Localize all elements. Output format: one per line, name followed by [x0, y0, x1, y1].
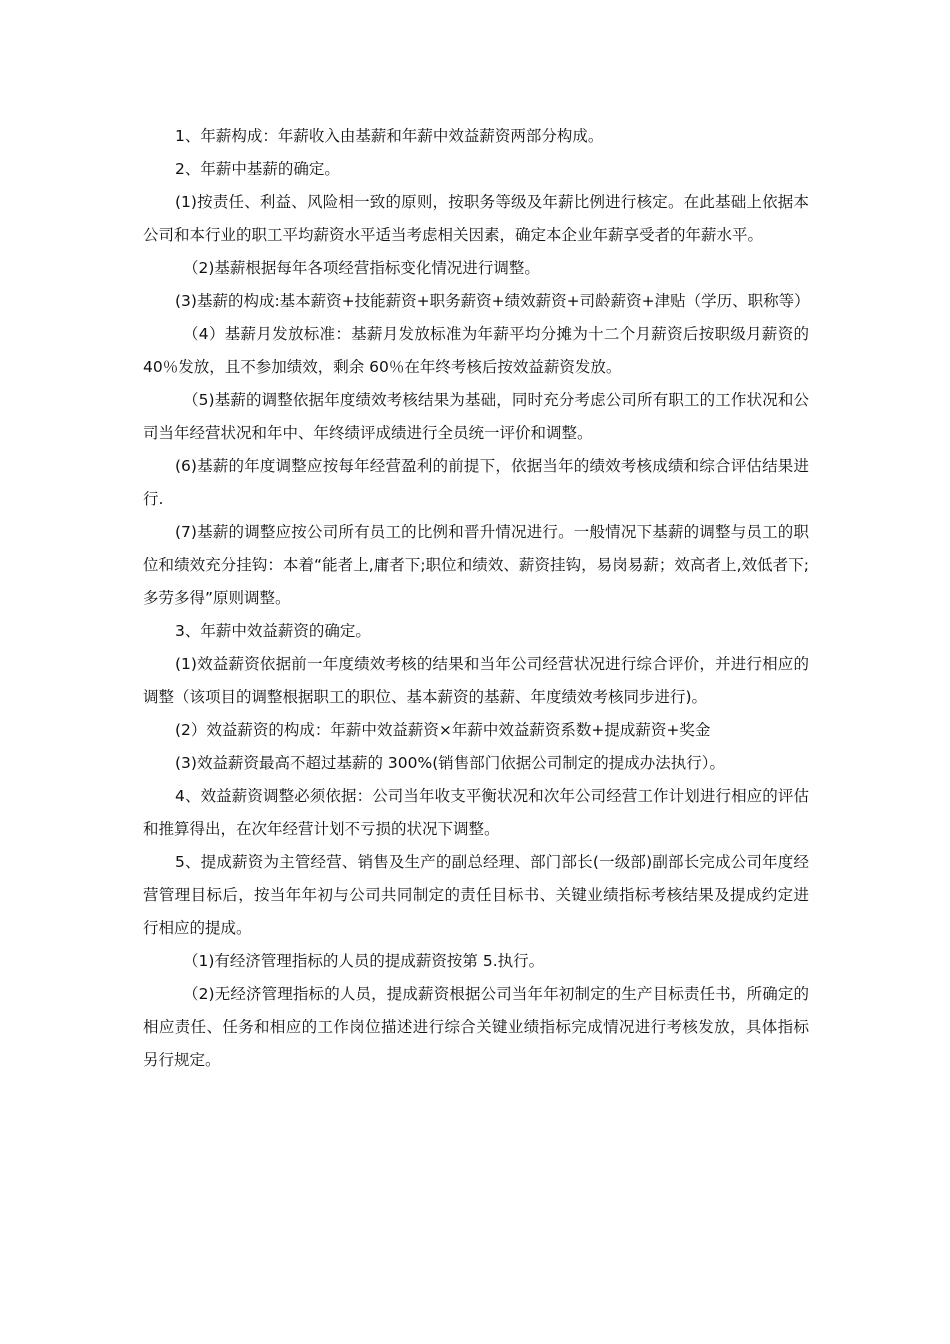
paragraph-8: (6)基薪的年度调整应按每年经营盈利的前提下，依据当年的绩效考核成绩和综合评估结果进行. — [143, 457, 809, 508]
paragraph-3: (1)按责任、利益、风险相一致的原则，按职务等级及年薪比例进行核定。在此基础上依据本公司和本行业的职工平均薪资水平适当考虑相关因素，确定本企业年薪享受者的年薪水平。 — [143, 193, 809, 244]
document-body — [143, 120, 809, 1077]
paragraph-10: 3、年薪中效益薪资的确定。 — [175, 622, 371, 640]
paragraph-11: (1)效益薪资依据前一年度绩效考核的结果和当年公司经营状况进行综合评价，并进行相应的调整（该项目的调整根据职工的职位、基本薪资的基薪、年度绩效考核同步进行)。 — [143, 655, 809, 706]
paragraph-17: （2)无经济管理指标的人员，提成薪资根据公司当年年初制定的生产目标责任书，所确定的相应责任、任务和相应的工作岗位描述进行综合关键业绩指标完成情况进行考核发放，具体指标另行规定。 — [143, 985, 809, 1069]
paragraph-13: (3)效益薪资最高不超过基薪的 300%(销售部门依据公司制定的提成办法执行）。 — [175, 754, 725, 772]
paragraph-2: 2、年薪中基薪的确定。 — [175, 160, 340, 178]
paragraph-16: （1)有经济管理指标的人员的提成薪资按第 5.执行。 — [183, 952, 545, 970]
paragraph-4: （2)基薪根据每年各项经营指标变化情况进行调整。 — [183, 259, 540, 277]
paragraph-6: （4）基薪月发放标准：基薪月发放标准为年薪平均分摊为十二个月薪资后按职级月薪资的 40％发放，且不参加绩效，剩余 60％在年终考核后按效益薪资发放。 — [143, 325, 809, 376]
paragraph-1: 1、年薪构成：年薪收入由基薪和年薪中效益薪资两部分构成。 — [175, 127, 604, 145]
paragraph-15: 5、提成薪资为主管经营、销售及生产的副总经理、部门部长(一级部)副部长完成公司年度经营管理目标后，按当年年初与公司共同制定的责任目标书、关键业绩指标考核结果及提成约定进行相应的提成。 — [143, 853, 809, 937]
paragraph-14: 4、效益薪资调整必须依据：公司当年收支平衡状况和次年公司经营工作计划进行相应的评估和推算得出，在次年经营计划不亏损的状况下调整。 — [143, 787, 809, 838]
paragraph-9: (7)基薪的调整应按公司所有员工的比例和晋升情况进行。一般情况下基薪的调整与员工的职位和绩效充分挂钩：本着“能者上,庸者下;职位和绩效、薪资挂钩，易岗易薪；效高者上,效低者下;多劳多得”原则调整。 — [143, 523, 809, 607]
paragraph-7: （5)基薪的调整依据年度绩效考核结果为基础，同时充分考虑公司所有职工的工作状况和公司当年经营状况和年中、年终绩评成绩进行全员统一评价和调整。 — [143, 391, 809, 442]
paragraph-5: (3)基薪的构成:基本薪资+技能薪资+职务薪资+绩效薪资+司龄薪资+津贴（学历、职称等） — [175, 292, 810, 310]
paragraph-12: (2）效益薪资的构成：年薪中效益薪资×年薪中效益薪资系数+提成薪资+奖金 — [175, 721, 711, 739]
